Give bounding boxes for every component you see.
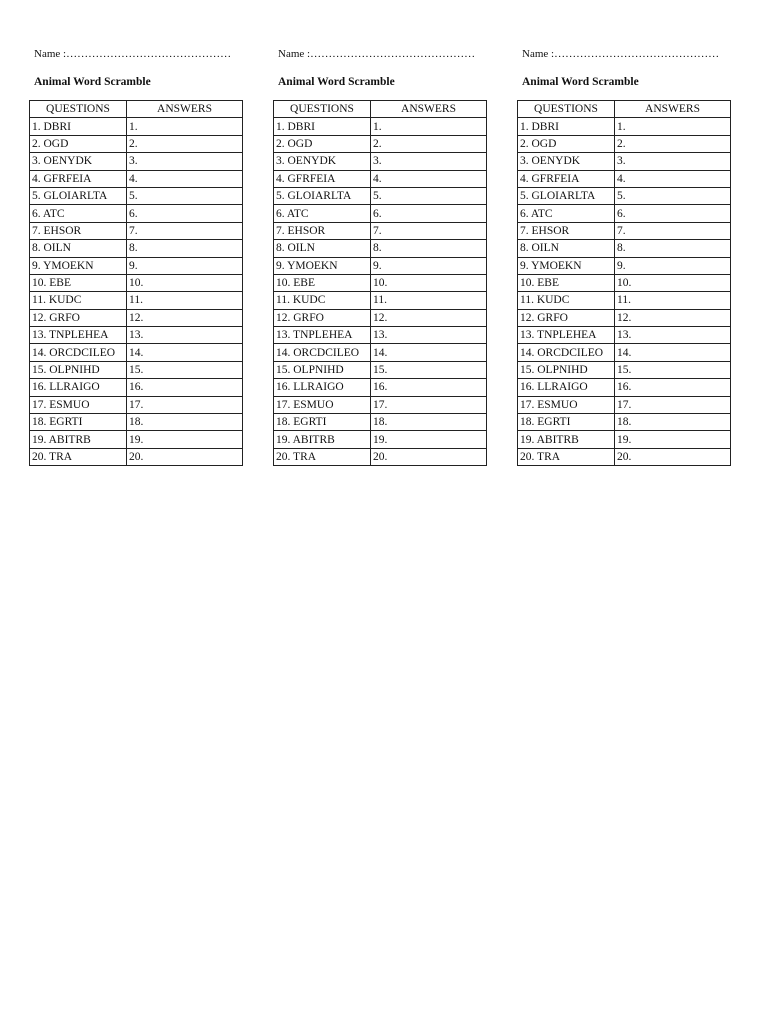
table-header-row bbox=[30, 101, 243, 118]
name-field-line: Name :……………………………………… bbox=[278, 48, 476, 60]
table-row bbox=[518, 309, 731, 326]
worksheet-title: Animal Word Scramble bbox=[522, 76, 639, 88]
table-row bbox=[518, 448, 731, 465]
answer-cell[interactable]: 15. bbox=[127, 361, 243, 378]
answer-cell[interactable]: 19. bbox=[615, 431, 731, 448]
answer-cell[interactable]: 9. bbox=[615, 257, 731, 274]
table-row bbox=[274, 257, 487, 274]
question-cell: 13. TNPLEHEA bbox=[518, 327, 615, 344]
answer-cell[interactable]: 17. bbox=[127, 396, 243, 413]
table-row bbox=[518, 153, 731, 170]
question-cell: 9. YMOEKN bbox=[518, 257, 615, 274]
question-cell: 7. EHSOR bbox=[30, 222, 127, 239]
table-row bbox=[30, 187, 243, 204]
question-cell: 12. GRFO bbox=[518, 309, 615, 326]
answer-cell[interactable]: 3. bbox=[615, 153, 731, 170]
answer-cell[interactable]: 6. bbox=[127, 205, 243, 222]
question-cell: 19. ABITRB bbox=[30, 431, 127, 448]
answer-cell[interactable]: 8. bbox=[127, 240, 243, 257]
table-row bbox=[274, 240, 487, 257]
question-cell: 11. KUDC bbox=[30, 292, 127, 309]
question-cell: 18. EGRTI bbox=[518, 414, 615, 431]
question-cell: 8. OILN bbox=[274, 240, 371, 257]
answer-cell[interactable]: 6. bbox=[615, 205, 731, 222]
table-row bbox=[30, 135, 243, 152]
answer-cell[interactable]: 19. bbox=[127, 431, 243, 448]
answer-cell[interactable]: 1. bbox=[127, 118, 243, 135]
table-row bbox=[518, 257, 731, 274]
answer-cell[interactable]: 14. bbox=[371, 344, 487, 361]
question-cell: 2. OGD bbox=[274, 135, 371, 152]
answer-cell[interactable]: 10. bbox=[127, 274, 243, 291]
answer-cell[interactable]: 4. bbox=[615, 170, 731, 187]
question-cell: 8. OILN bbox=[30, 240, 127, 257]
question-cell: 13. TNPLEHEA bbox=[30, 327, 127, 344]
question-cell: 15. OLPNIHD bbox=[518, 361, 615, 378]
table-row bbox=[274, 153, 487, 170]
table-row bbox=[518, 344, 731, 361]
question-cell: 13. TNPLEHEA bbox=[274, 327, 371, 344]
table-row bbox=[30, 292, 243, 309]
answer-cell[interactable]: 2. bbox=[127, 135, 243, 152]
scramble-table bbox=[517, 100, 731, 466]
question-cell: 16. LLRAIGO bbox=[518, 379, 615, 396]
table-row bbox=[274, 431, 487, 448]
question-cell: 7. EHSOR bbox=[274, 222, 371, 239]
question-cell: 6. ATC bbox=[518, 205, 615, 222]
answer-cell[interactable]: 15. bbox=[615, 361, 731, 378]
question-cell: 14. ORCDCILEO bbox=[518, 344, 615, 361]
answer-cell[interactable]: 17. bbox=[615, 396, 731, 413]
answer-cell[interactable]: 11. bbox=[615, 292, 731, 309]
question-cell: 9. YMOEKN bbox=[274, 257, 371, 274]
answers-header: ANSWERS bbox=[127, 101, 243, 118]
table-row bbox=[30, 379, 243, 396]
answer-cell[interactable]: 3. bbox=[371, 153, 487, 170]
answer-cell[interactable]: 13. bbox=[127, 327, 243, 344]
question-cell: 18. EGRTI bbox=[274, 414, 371, 431]
worksheet-copy-1 bbox=[29, 46, 243, 466]
question-cell: 1. DBRI bbox=[30, 118, 127, 135]
question-cell: 16. LLRAIGO bbox=[30, 379, 127, 396]
answer-cell[interactable]: 18. bbox=[615, 414, 731, 431]
answer-cell[interactable]: 2. bbox=[371, 135, 487, 152]
question-cell: 2. OGD bbox=[518, 135, 615, 152]
question-cell: 20. TRA bbox=[518, 448, 615, 465]
question-cell: 9. YMOEKN bbox=[30, 257, 127, 274]
question-cell: 12. GRFO bbox=[274, 309, 371, 326]
question-cell: 3. OENYDK bbox=[518, 153, 615, 170]
question-cell: 17. ESMUO bbox=[30, 396, 127, 413]
table-header-row bbox=[274, 101, 487, 118]
table-row bbox=[518, 379, 731, 396]
answer-cell[interactable]: 13. bbox=[371, 327, 487, 344]
table-row bbox=[274, 292, 487, 309]
answer-cell[interactable]: 18. bbox=[127, 414, 243, 431]
question-cell: 5. GLOIARLTA bbox=[274, 187, 371, 204]
answer-cell[interactable]: 4. bbox=[127, 170, 243, 187]
answer-cell[interactable]: 16. bbox=[371, 379, 487, 396]
table-row bbox=[518, 205, 731, 222]
table-row bbox=[274, 170, 487, 187]
question-cell: 2. OGD bbox=[30, 135, 127, 152]
table-row bbox=[274, 448, 487, 465]
answers-header: ANSWERS bbox=[615, 101, 731, 118]
table-row bbox=[274, 396, 487, 413]
table-row bbox=[30, 274, 243, 291]
table-row bbox=[274, 222, 487, 239]
answer-cell[interactable]: 6. bbox=[371, 205, 487, 222]
question-cell: 4. GFRFEIA bbox=[30, 170, 127, 187]
question-cell: 4. GFRFEIA bbox=[274, 170, 371, 187]
table-row bbox=[518, 135, 731, 152]
answer-cell[interactable]: 11. bbox=[371, 292, 487, 309]
table-row bbox=[518, 274, 731, 291]
worksheet-copy-2 bbox=[273, 46, 487, 466]
question-cell: 3. OENYDK bbox=[274, 153, 371, 170]
answer-cell[interactable]: 9. bbox=[371, 257, 487, 274]
table-row bbox=[274, 274, 487, 291]
table-row bbox=[30, 361, 243, 378]
table-row bbox=[30, 222, 243, 239]
question-cell: 19. ABITRB bbox=[274, 431, 371, 448]
question-cell: 14. ORCDCILEO bbox=[274, 344, 371, 361]
question-cell: 11. KUDC bbox=[518, 292, 615, 309]
table-row bbox=[274, 118, 487, 135]
question-cell: 16. LLRAIGO bbox=[274, 379, 371, 396]
answer-cell[interactable]: 12. bbox=[615, 309, 731, 326]
table-row bbox=[30, 327, 243, 344]
table-header-row bbox=[518, 101, 731, 118]
table-row bbox=[518, 361, 731, 378]
table-row bbox=[274, 414, 487, 431]
question-cell: 18. EGRTI bbox=[30, 414, 127, 431]
table-row bbox=[30, 205, 243, 222]
table-row bbox=[518, 187, 731, 204]
answer-cell[interactable]: 7. bbox=[371, 222, 487, 239]
table-row bbox=[518, 396, 731, 413]
table-row bbox=[274, 361, 487, 378]
question-cell: 5. GLOIARLTA bbox=[30, 187, 127, 204]
question-cell: 8. OILN bbox=[518, 240, 615, 257]
answer-cell[interactable]: 16. bbox=[127, 379, 243, 396]
table-row bbox=[30, 170, 243, 187]
question-cell: 5. GLOIARLTA bbox=[518, 187, 615, 204]
answer-cell[interactable]: 16. bbox=[615, 379, 731, 396]
answer-cell[interactable]: 17. bbox=[371, 396, 487, 413]
question-cell: 10. EBE bbox=[30, 274, 127, 291]
table-row bbox=[274, 344, 487, 361]
questions-header: QUESTIONS bbox=[274, 101, 371, 118]
table-row bbox=[30, 344, 243, 361]
table-row bbox=[518, 240, 731, 257]
answer-cell[interactable]: 20. bbox=[371, 448, 487, 465]
name-field-line: Name :……………………………………… bbox=[34, 48, 232, 60]
question-cell: 6. ATC bbox=[274, 205, 371, 222]
answer-cell[interactable]: 1. bbox=[371, 118, 487, 135]
answer-cell[interactable]: 12. bbox=[371, 309, 487, 326]
question-cell: 15. OLPNIHD bbox=[30, 361, 127, 378]
question-cell: 1. DBRI bbox=[274, 118, 371, 135]
name-field-line: Name :……………………………………… bbox=[522, 48, 720, 60]
table-row bbox=[274, 135, 487, 152]
question-cell: 17. ESMUO bbox=[274, 396, 371, 413]
answer-cell[interactable]: 5. bbox=[127, 187, 243, 204]
table-row bbox=[30, 118, 243, 135]
table-row bbox=[518, 292, 731, 309]
table-row bbox=[30, 414, 243, 431]
answer-cell[interactable]: 2. bbox=[615, 135, 731, 152]
table-row bbox=[30, 257, 243, 274]
answer-cell[interactable]: 12. bbox=[127, 309, 243, 326]
question-cell: 19. ABITRB bbox=[518, 431, 615, 448]
table-row bbox=[518, 414, 731, 431]
answer-cell[interactable]: 5. bbox=[615, 187, 731, 204]
questions-header: QUESTIONS bbox=[30, 101, 127, 118]
question-cell: 11. KUDC bbox=[274, 292, 371, 309]
table-row bbox=[30, 240, 243, 257]
worksheet-copy-3 bbox=[517, 46, 731, 466]
answer-cell[interactable]: 14. bbox=[615, 344, 731, 361]
answer-cell[interactable]: 19. bbox=[371, 431, 487, 448]
table-row bbox=[518, 118, 731, 135]
worksheet-title: Animal Word Scramble bbox=[34, 76, 151, 88]
answer-cell[interactable]: 8. bbox=[615, 240, 731, 257]
question-cell: 14. ORCDCILEO bbox=[30, 344, 127, 361]
question-cell: 10. EBE bbox=[274, 274, 371, 291]
table-row bbox=[30, 153, 243, 170]
answer-cell[interactable]: 10. bbox=[371, 274, 487, 291]
table-row bbox=[274, 187, 487, 204]
worksheet-title: Animal Word Scramble bbox=[278, 76, 395, 88]
question-cell: 3. OENYDK bbox=[30, 153, 127, 170]
question-cell: 20. TRA bbox=[30, 448, 127, 465]
answer-cell[interactable]: 10. bbox=[615, 274, 731, 291]
question-cell: 20. TRA bbox=[274, 448, 371, 465]
scramble-table bbox=[273, 100, 487, 466]
answer-cell[interactable]: 11. bbox=[127, 292, 243, 309]
question-cell: 15. OLPNIHD bbox=[274, 361, 371, 378]
answer-cell[interactable]: 3. bbox=[127, 153, 243, 170]
answer-cell[interactable]: 14. bbox=[127, 344, 243, 361]
table-row bbox=[30, 431, 243, 448]
table-row bbox=[30, 448, 243, 465]
answer-cell[interactable]: 20. bbox=[127, 448, 243, 465]
table-row bbox=[274, 379, 487, 396]
answers-header: ANSWERS bbox=[371, 101, 487, 118]
table-row bbox=[518, 431, 731, 448]
answer-cell[interactable]: 15. bbox=[371, 361, 487, 378]
table-row bbox=[518, 222, 731, 239]
table-row bbox=[518, 327, 731, 344]
questions-header: QUESTIONS bbox=[518, 101, 615, 118]
answer-cell[interactable]: 5. bbox=[371, 187, 487, 204]
scramble-table bbox=[29, 100, 243, 466]
answer-cell[interactable]: 9. bbox=[127, 257, 243, 274]
question-cell: 10. EBE bbox=[518, 274, 615, 291]
table-row bbox=[30, 396, 243, 413]
answer-cell[interactable]: 7. bbox=[127, 222, 243, 239]
answer-cell[interactable]: 20. bbox=[615, 448, 731, 465]
answer-cell[interactable]: 7. bbox=[615, 222, 731, 239]
table-row bbox=[274, 205, 487, 222]
answer-cell[interactable]: 13. bbox=[615, 327, 731, 344]
table-row bbox=[518, 170, 731, 187]
question-cell: 12. GRFO bbox=[30, 309, 127, 326]
question-cell: 4. GFRFEIA bbox=[518, 170, 615, 187]
table-row bbox=[274, 309, 487, 326]
question-cell: 17. ESMUO bbox=[518, 396, 615, 413]
answer-cell[interactable]: 4. bbox=[371, 170, 487, 187]
question-cell: 1. DBRI bbox=[518, 118, 615, 135]
table-row bbox=[30, 309, 243, 326]
question-cell: 6. ATC bbox=[30, 205, 127, 222]
table-row bbox=[274, 327, 487, 344]
answer-cell[interactable]: 1. bbox=[615, 118, 731, 135]
answer-cell[interactable]: 18. bbox=[371, 414, 487, 431]
answer-cell[interactable]: 8. bbox=[371, 240, 487, 257]
question-cell: 7. EHSOR bbox=[518, 222, 615, 239]
